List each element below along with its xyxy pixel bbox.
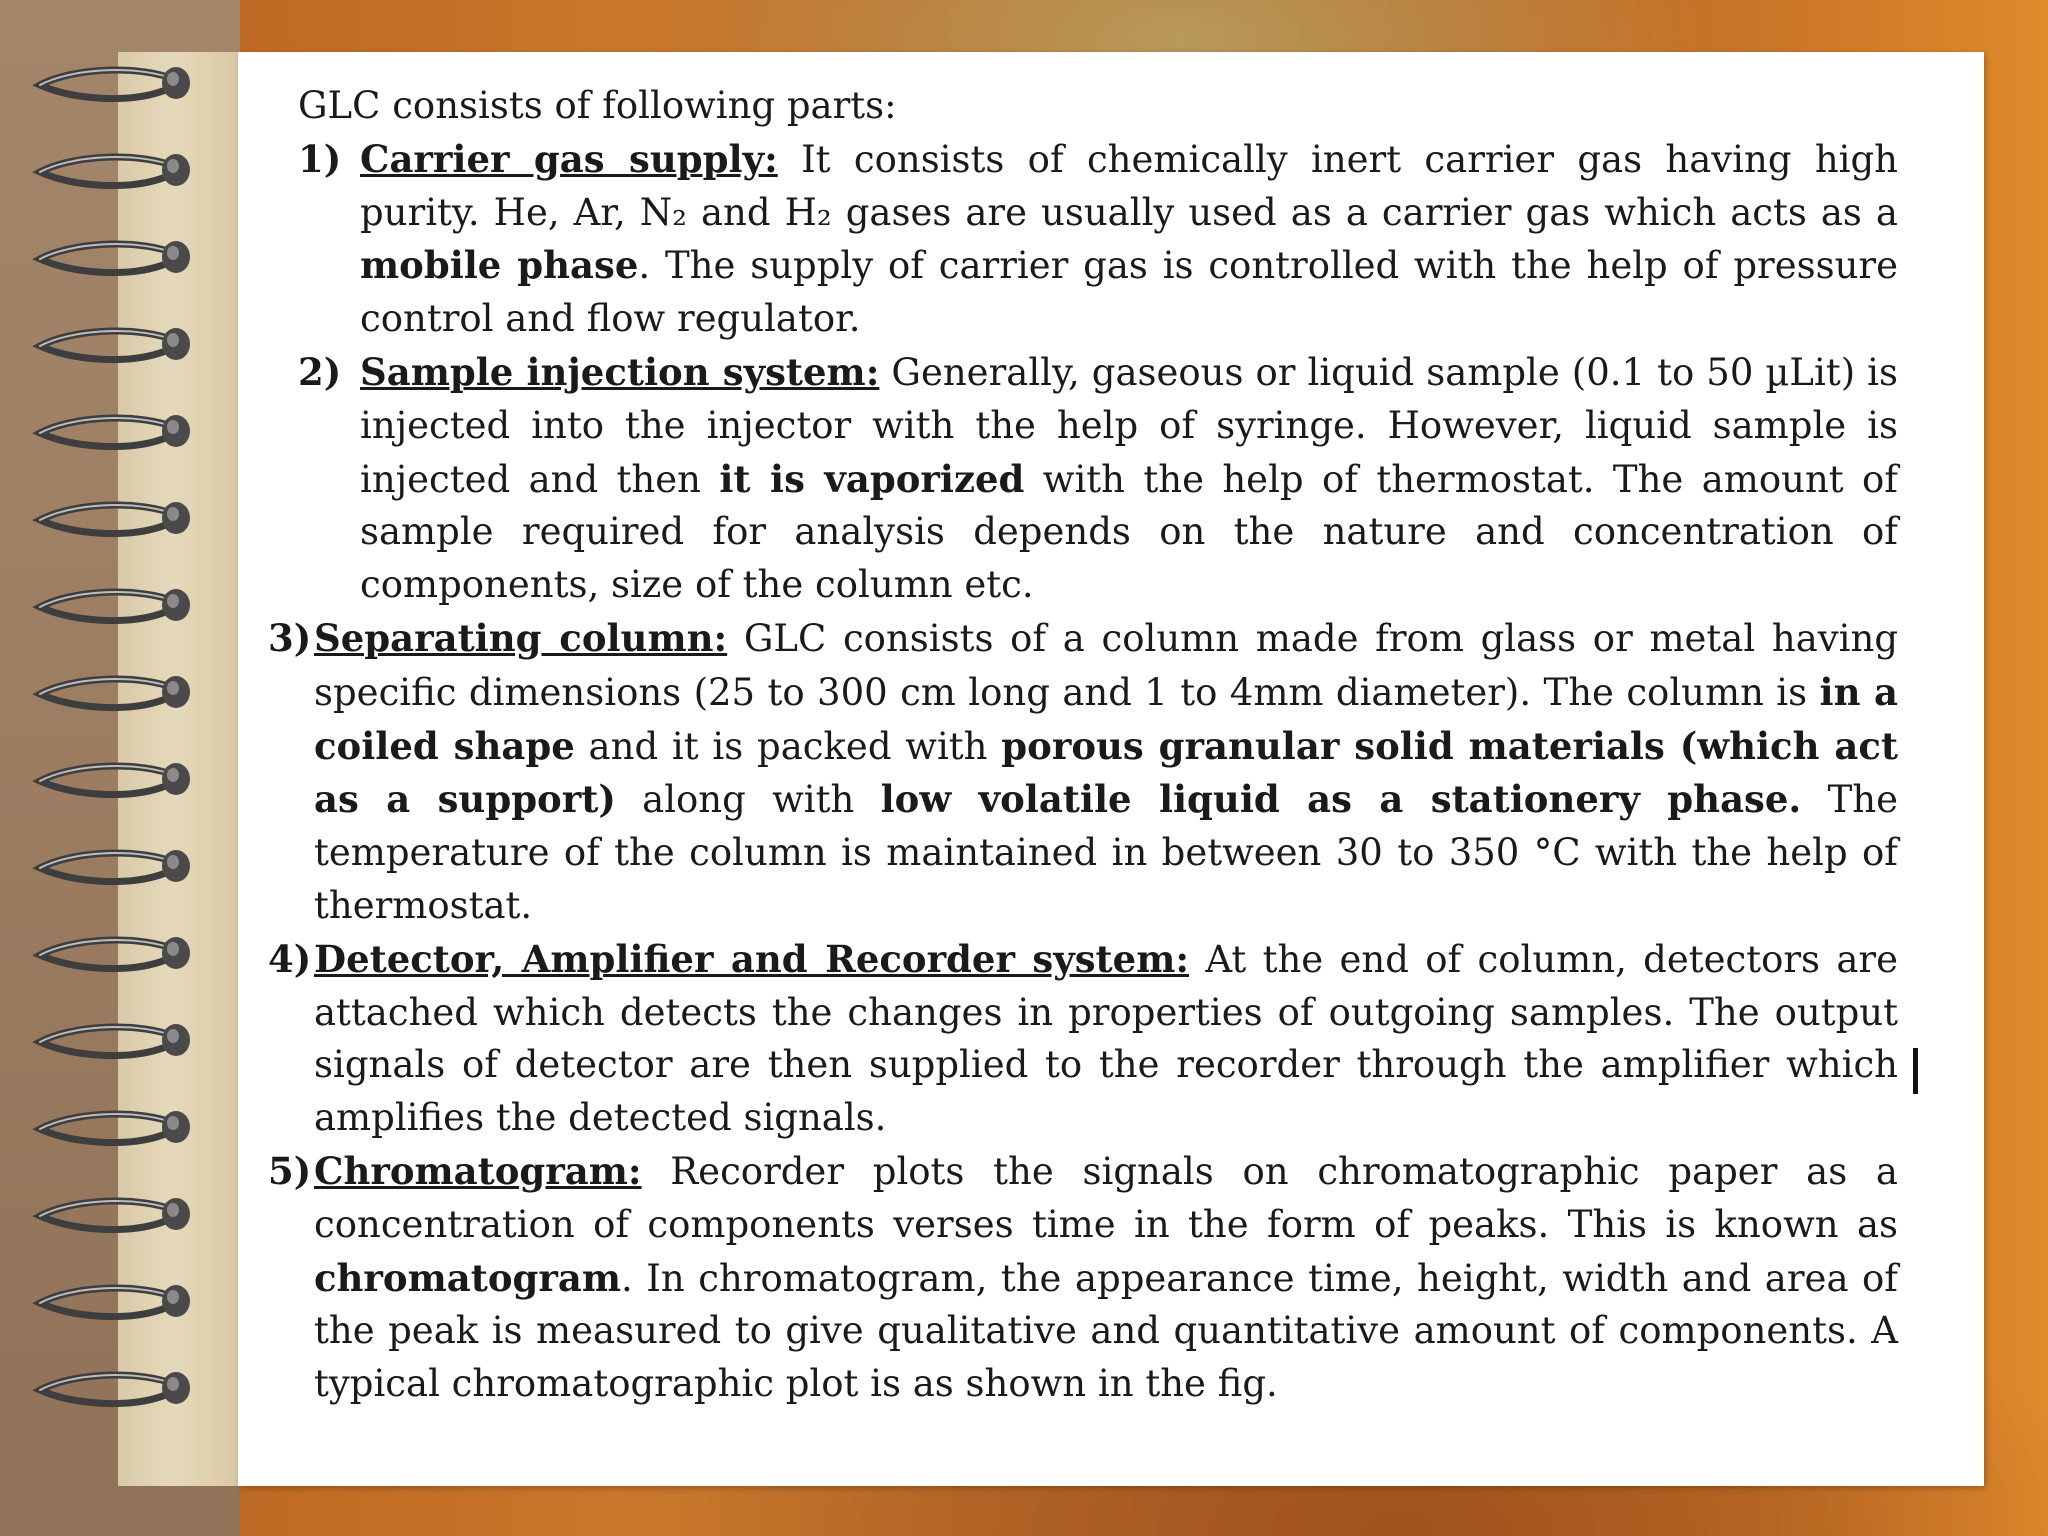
spiral-ring (30, 316, 200, 376)
list-item-detector: 4) Detector, Amplifier and Recorder system: At the end of column, detectors are attached which detects the changes in properties of outgoing samples. The output signals of detector are then supplied to the recorder through the amplifier which amplifies the detected signals. (268, 933, 1898, 1145)
spiral-ring (30, 229, 200, 289)
list-item-chromatogram: 5) Chromatogram: Recorder plots the signals on chromatographic paper as a concentration of components verses time in the form of peaks. This is known as chromatogram. In chromatogram, the appearance time, height, width and area of the peak is measured to give qualitative and quantitative amount of components. A typical chromatographic plot is as shown in the fig. (268, 1145, 1898, 1411)
item-term: Chromatogram: (314, 1148, 642, 1193)
item-number: 4) (268, 936, 312, 981)
spiral-ring (30, 751, 200, 811)
text-cursor (1913, 1048, 1918, 1094)
list-item-separating-column: 3) Separating column: GLC consists of a column made from glass or metal having specific dimensions (25 to 300 cm long and 1 to 4mm diameter). The column is in a coiled shape and it is packed with porous granular solid materials (which act as a support) along with low volatile liquid as a stationery phase. The temperature of the column is maintained in between 30 to 350 °C with the help of thermostat. (268, 612, 1898, 933)
item-term: Carrier gas supply: (360, 136, 778, 181)
spiral-ring (30, 1186, 200, 1246)
item-number: 5) (268, 1148, 312, 1193)
spiral-ring (30, 1273, 200, 1333)
item-term: Separating column: (314, 615, 728, 660)
spiral-ring (30, 577, 200, 637)
spiral-ring (30, 55, 200, 115)
document-body (268, 80, 1899, 1411)
spiral-ring (30, 1099, 200, 1159)
item-number: 3) (268, 615, 312, 660)
spiral-ring (30, 142, 200, 202)
item-term: Sample injection system: (360, 349, 880, 394)
list-item-carrier-gas: 1) Carrier gas supply: It consists of chemically inert carrier gas having high purity. He, Ar, N₂ and H₂ gases are usually used as a carrier gas which acts as a mobile phase. The supply of carrier gas is controlled with the help of pressure control and flow regulator. (298, 133, 1898, 346)
spiral-ring (30, 838, 200, 898)
list-item-sample-injection: 2) Sample injection system: Generally, gaseous or liquid sample (0.1 to 50 µLit) is injected into the injector with the help of syringe. However, liquid sample is injected and then it is vaporized with the help of thermostat. The amount of sample required for analysis depends on the nature and concentration of components, size of the column etc. (298, 346, 1898, 612)
spiral-ring (30, 490, 200, 550)
item-term: Detector, Amplifier and Recorder system: (314, 936, 1189, 981)
spiral-ring (30, 403, 200, 463)
spiral-ring (30, 925, 200, 985)
spiral-ring (30, 1360, 200, 1420)
spiral-ring (30, 664, 200, 724)
item-number: 1) (298, 136, 342, 181)
item-number: 2) (298, 349, 342, 394)
intro-line: GLC consists of following parts: (298, 84, 897, 127)
spiral-ring (30, 1012, 200, 1072)
